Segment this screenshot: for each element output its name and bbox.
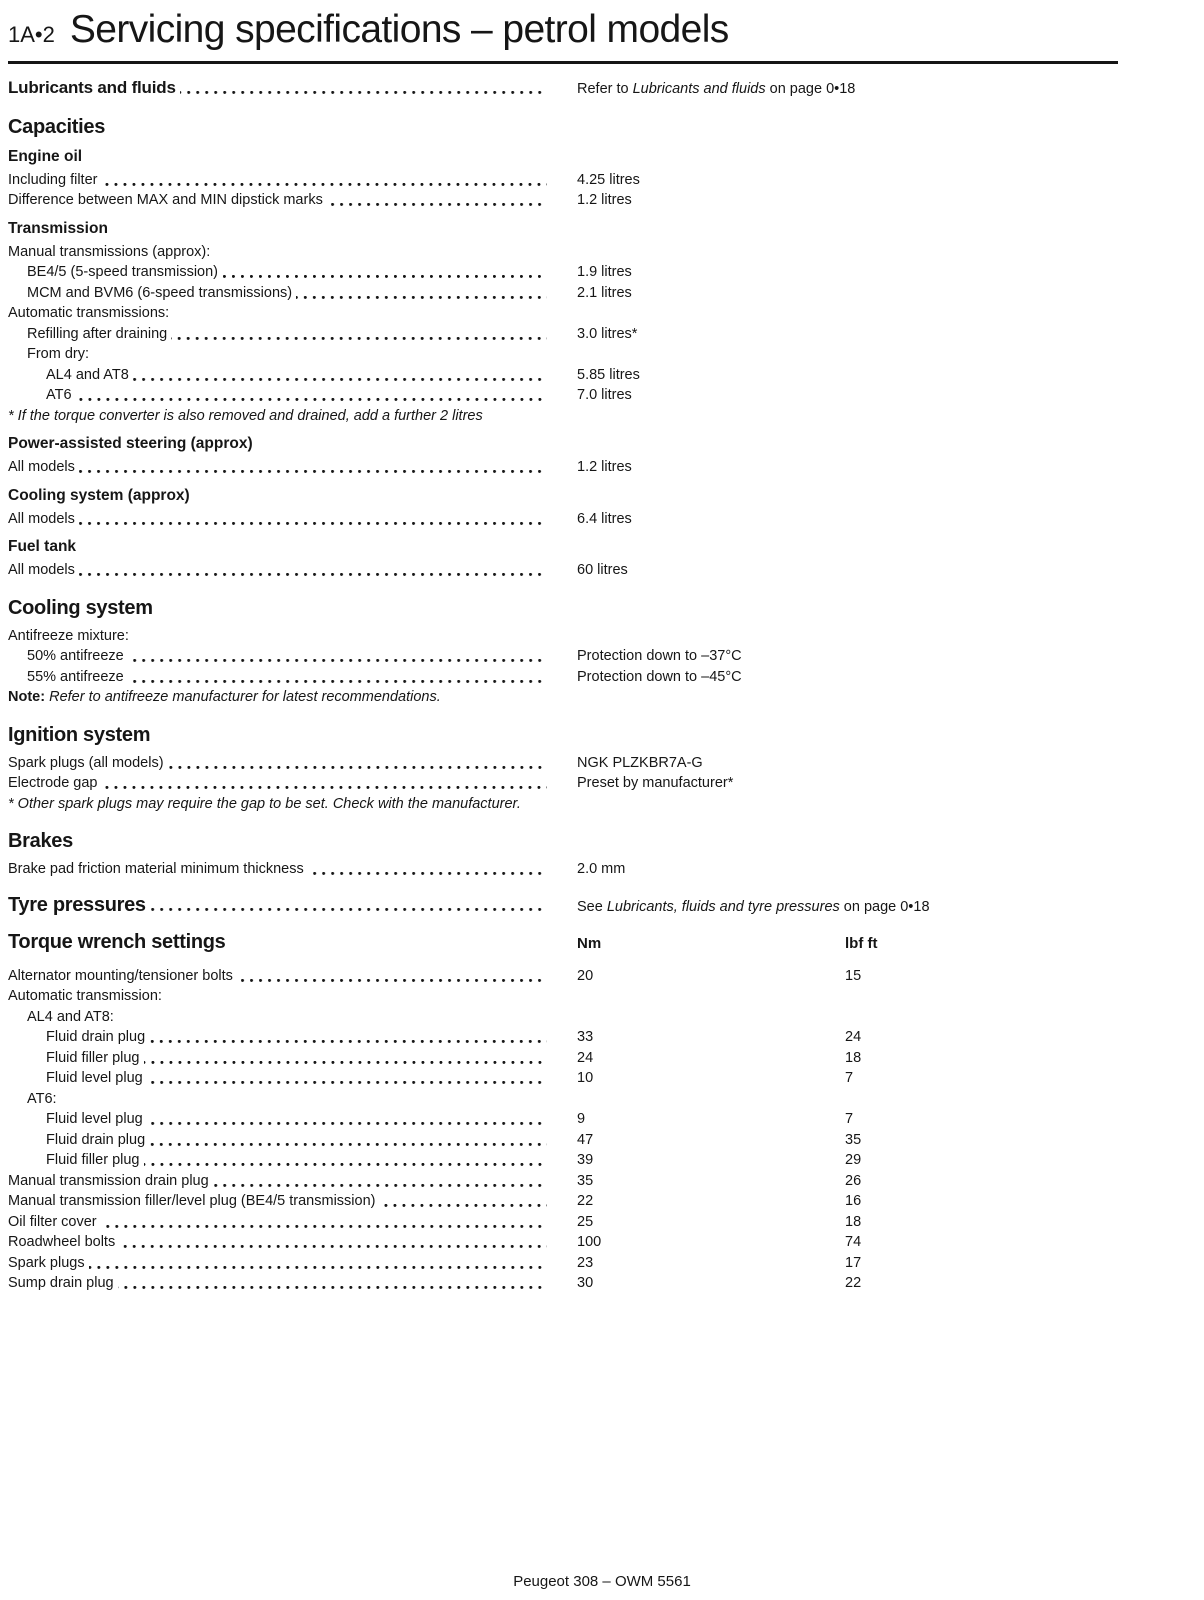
spec-value [577, 509, 1196, 530]
text-segment: 10 [577, 1070, 594, 1086]
spec-row [8, 1232, 1196, 1253]
text-segment: 100 [577, 1234, 602, 1250]
note-line [8, 794, 1196, 815]
text-segment: Refer to antifreeze manufacturer for latest recommendations. [45, 689, 441, 705]
dot-leader [308, 859, 547, 880]
text-segment: 35 [845, 1131, 862, 1148]
spec-value [577, 966, 845, 987]
spec-label-group [8, 242, 577, 263]
title-rule [8, 61, 1118, 64]
dot-leader [222, 262, 547, 283]
text-segment: 39 [577, 1152, 594, 1168]
spec-label-group [8, 646, 577, 667]
spec-label-group [8, 1171, 577, 1192]
spec-value [577, 1273, 845, 1294]
spec-label-group [8, 1150, 577, 1171]
spec-value-2 [845, 1150, 1196, 1171]
spec-value-2 [845, 934, 1196, 955]
spec-label: BE4/5 (5-speed transmission) [27, 264, 218, 280]
text-segment: 47 [577, 1131, 594, 1148]
spec-label-group [8, 895, 577, 916]
page-number: 1A•2 [8, 22, 55, 47]
text-segment: 24 [577, 1049, 594, 1066]
spec-row [8, 170, 1196, 191]
spec-row [8, 509, 1196, 530]
dot-leader [79, 457, 547, 478]
lubricants-and-fluids-row [8, 78, 1196, 100]
spec-value-2 [845, 1068, 1196, 1089]
dot-leader [147, 1068, 547, 1089]
text-segment: 1.2 litres [577, 192, 632, 208]
section-heading: Brakes [8, 830, 73, 852]
spec-label: Roadwheel bolts [8, 1234, 116, 1250]
spec-label-group [8, 1253, 577, 1274]
subsection-heading: Fuel tank [8, 538, 77, 555]
text-segment: Protection down to –45°C [577, 668, 742, 685]
spec-label: Refilling after draining [27, 325, 168, 342]
text-segment: * Other spark plugs may require the gap to be set. Check with the manufacturer. [8, 795, 521, 812]
spec-label-group [8, 457, 577, 478]
spec-row [8, 1273, 1196, 1294]
spec-value-2 [845, 1048, 1196, 1069]
spec-label-group [8, 986, 577, 1007]
text-segment: 24 [845, 1029, 862, 1045]
spec-label: All models [8, 510, 75, 527]
dot-leader [180, 78, 547, 99]
spec-label: Spark plugs [8, 1254, 85, 1271]
subsection-heading: Transmission [8, 219, 108, 237]
title-line [8, 8, 1196, 52]
text-segment: 7 [845, 1070, 854, 1086]
spec-label: Spark plugs (all models) [8, 754, 164, 771]
spec-value [577, 753, 1196, 774]
text-segment: Note: [8, 689, 46, 705]
dot-leader [171, 324, 547, 345]
text-segment: 17 [845, 1254, 862, 1271]
text-segment: 16 [845, 1193, 862, 1209]
spec-label-group [8, 262, 577, 283]
spec-label: Electrode gap [8, 775, 98, 791]
text-segment: 2.0 mm [577, 861, 626, 877]
spec-label: Including filter [8, 171, 98, 188]
text-segment: 5.85 litres [577, 366, 640, 383]
spec-label: 50% antifreeze [27, 648, 124, 664]
dot-leader [327, 190, 547, 211]
spec-label: Fluid level plug [46, 1070, 143, 1086]
spec-value [577, 1130, 845, 1151]
dot-leader [79, 509, 547, 530]
dot-leader [168, 753, 547, 774]
spec-label-group [8, 170, 577, 191]
spec-label: Lubricants and fluids [8, 78, 176, 97]
spec-label-group [8, 1109, 577, 1130]
spec-label-group [8, 667, 577, 688]
spec-label-group [8, 626, 577, 647]
note-line [8, 687, 1196, 708]
spec-label-group [8, 190, 577, 211]
text-segment: 6.4 litres [577, 510, 632, 527]
spec-row [8, 1027, 1196, 1048]
text-segment: 25 [577, 1213, 594, 1230]
spec-label: Difference between MAX and MIN dipstick marks [8, 192, 323, 208]
spec-value-2 [845, 1027, 1196, 1048]
text-segment: 3.0 litres* [577, 325, 638, 342]
spec-label: Antifreeze mixture: [8, 627, 129, 644]
spec-label-group [8, 1068, 577, 1089]
dot-leader [296, 283, 547, 304]
spec-label: Fluid filler plug [46, 1049, 140, 1066]
spec-label-group [8, 859, 577, 880]
dot-leader [101, 773, 547, 794]
spec-value [577, 1253, 845, 1274]
text-segment: 23 [577, 1254, 594, 1271]
spec-label: Manual transmission drain plug [8, 1172, 209, 1189]
text-segment: 7.0 litres [577, 387, 632, 403]
subsection-heading: Cooling system (approx) [8, 486, 190, 504]
text-segment: NGK PLZKBR7A-G [577, 754, 703, 771]
spec-value [577, 170, 1196, 191]
spec-value [577, 667, 1196, 688]
spec-value [577, 773, 1196, 794]
dot-leader [76, 385, 547, 406]
text-segment: Lubricants, fluids and tyre pressures [606, 898, 840, 915]
spec-label: Fluid level plug [46, 1111, 143, 1127]
spec-label: AT6 [46, 387, 72, 403]
torque-wrench-settings-header [8, 932, 1196, 955]
text-segment: 2.1 litres [577, 284, 632, 301]
spec-value [577, 324, 1196, 345]
spec-row [8, 190, 1196, 211]
text-segment: 74 [845, 1234, 862, 1250]
text-segment: 7 [845, 1111, 854, 1127]
spec-value [577, 79, 1196, 100]
spec-row [8, 646, 1196, 667]
spec-label-group [8, 365, 577, 386]
text-segment: Refer to [577, 81, 633, 97]
spec-row [8, 753, 1196, 774]
spec-label: AT6: [27, 1090, 57, 1107]
spec-label-group [8, 344, 577, 365]
dot-leader [149, 1027, 547, 1048]
spec-value [577, 1191, 845, 1212]
spec-label-group [8, 1048, 577, 1069]
text-segment: 26 [845, 1172, 862, 1189]
section-heading: Ignition system [8, 723, 151, 746]
spec-row [8, 1150, 1196, 1171]
spec-value-2 [845, 1253, 1196, 1274]
spec-label-group [8, 385, 577, 406]
dot-leader [144, 1048, 548, 1069]
spec-value [577, 283, 1196, 304]
spec-value [577, 365, 1196, 386]
spec-value-2 [845, 1273, 1196, 1294]
spec-label: Automatic transmission: [8, 988, 162, 1004]
text-segment: 20 [577, 967, 594, 984]
spec-label: Tyre pressures [8, 893, 146, 916]
spec-value [577, 190, 1196, 211]
spec-row [8, 242, 1196, 263]
spec-label-group [8, 283, 577, 304]
spec-value [577, 1171, 845, 1192]
dot-leader [101, 170, 547, 191]
spec-label: Sump drain plug [8, 1275, 114, 1291]
spec-value-2 [845, 1232, 1196, 1253]
spec-row [8, 457, 1196, 478]
spec-label: Manual transmission filler/level plug (BE4/5 transmission) [8, 1193, 376, 1209]
dot-leader [128, 667, 547, 688]
section-heading: Capacities [8, 115, 106, 138]
text-segment: 60 litres [577, 562, 628, 578]
spec-label-group [8, 324, 577, 345]
spec-row [8, 1253, 1196, 1274]
spec-row [8, 365, 1196, 386]
text-segment: 30 [577, 1275, 594, 1291]
spec-row [8, 283, 1196, 304]
section-heading: Cooling system [8, 596, 153, 619]
spec-label: AL4 and AT8: [27, 1008, 114, 1025]
text-segment: Lubricants and fluids [632, 81, 766, 97]
spec-value-2 [845, 1109, 1196, 1130]
spec-row [8, 1068, 1196, 1089]
tyre-pressures-row [8, 895, 1196, 918]
spec-value [577, 457, 1196, 478]
spec-label-group [8, 1130, 577, 1151]
spec-row [8, 1109, 1196, 1130]
spec-label-group [8, 1007, 577, 1028]
spec-row [8, 560, 1196, 581]
text-segment: 18 [845, 1213, 862, 1230]
dot-leader [149, 1130, 547, 1151]
text-segment: lbf ft [845, 935, 878, 952]
spec-row [8, 303, 1196, 324]
spec-value [577, 1212, 845, 1233]
text-segment: 33 [577, 1029, 594, 1045]
spec-label: Fluid drain plug [46, 1029, 146, 1045]
spec-value-2 [845, 966, 1196, 987]
spec-list [8, 78, 1196, 1294]
spec-label: Torque wrench settings [8, 931, 226, 953]
spec-label: Alternator mounting/tensioner bolts [8, 967, 233, 984]
dot-leader [89, 1253, 547, 1274]
spec-label: From dry: [27, 346, 90, 362]
spec-label-group [8, 1089, 577, 1110]
text-segment: Protection down to –37°C [577, 648, 742, 664]
spec-row [8, 1048, 1196, 1069]
spec-label: Oil filter cover [8, 1213, 97, 1230]
dot-leader [144, 1150, 548, 1171]
text-segment: Nm [577, 935, 602, 952]
dot-leader [119, 1232, 547, 1253]
spec-value [577, 262, 1196, 283]
spec-label: Fluid drain plug [46, 1131, 146, 1148]
note-line [8, 406, 1196, 427]
text-segment: 1.2 litres [577, 459, 632, 475]
spec-label: Brake pad friction material minimum thickness [8, 861, 304, 877]
text-segment: * If the torque converter is also removed and drained, add a further 2 litres [8, 407, 483, 424]
spec-value-2 [845, 1130, 1196, 1151]
spec-label: All models [8, 562, 75, 578]
spec-row [8, 1089, 1196, 1110]
spec-row [8, 986, 1196, 1007]
spec-value-2 [845, 1212, 1196, 1233]
dot-leader [118, 1273, 547, 1294]
spec-label: Automatic transmissions: [8, 305, 170, 321]
spec-row [8, 1007, 1196, 1028]
text-segment: on page 0•18 [765, 81, 856, 97]
text-segment: 22 [845, 1275, 862, 1291]
spec-row [8, 1130, 1196, 1151]
page-title: Servicing specifications – petrol models [69, 8, 729, 51]
spec-row [8, 1212, 1196, 1233]
spec-label-group [8, 1027, 577, 1048]
subsection-heading: Engine oil [8, 147, 83, 165]
dot-leader [150, 895, 547, 916]
spec-value [577, 1109, 845, 1130]
spec-row [8, 1171, 1196, 1192]
spec-value [577, 1232, 845, 1253]
spec-label-group [8, 1232, 577, 1253]
text-segment: Preset by manufacturer* [577, 775, 734, 791]
spec-label: Manual transmissions (approx): [8, 243, 211, 260]
spec-label-group [8, 966, 577, 987]
spec-label-group [8, 303, 577, 324]
spec-value [577, 385, 1196, 406]
spec-label: All models [8, 459, 75, 475]
spec-value [577, 934, 845, 955]
dot-leader [79, 560, 547, 581]
spec-value [577, 1068, 845, 1089]
spec-row [8, 667, 1196, 688]
spec-label-group [8, 1191, 577, 1212]
spec-label-group [8, 1273, 577, 1294]
spec-label: AL4 and AT8 [46, 366, 129, 383]
spec-value-2 [845, 1191, 1196, 1212]
dot-leader [379, 1191, 547, 1212]
text-segment: 4.25 litres [577, 171, 640, 188]
spec-label: MCM and BVM6 (6-speed transmissions) [27, 284, 293, 301]
text-segment: See [577, 898, 607, 915]
text-segment: 9 [577, 1111, 586, 1127]
text-segment: 29 [845, 1152, 862, 1168]
spec-value [577, 859, 1196, 880]
text-segment: 22 [577, 1193, 594, 1209]
text-segment: 35 [577, 1172, 594, 1189]
spec-row [8, 1191, 1196, 1212]
text-segment: on page 0•18 [839, 898, 930, 915]
subsection-heading: Power-assisted steering (approx) [8, 435, 253, 452]
page-footer: Peugeot 308 – OWM 5561 [513, 1573, 691, 1590]
spec-row [8, 385, 1196, 406]
spec-row [8, 262, 1196, 283]
spec-row [8, 344, 1196, 365]
spec-label-group [8, 509, 577, 530]
spec-label-group [8, 932, 577, 953]
spec-label: 55% antifreeze [27, 668, 124, 685]
spec-label-group [8, 1212, 577, 1233]
spec-row [8, 626, 1196, 647]
text-segment: 1.9 litres [577, 264, 632, 280]
dot-leader [101, 1212, 547, 1233]
spec-row [8, 859, 1196, 880]
spec-value [577, 897, 1196, 918]
page-header [8, 8, 1196, 64]
spec-label-group [8, 78, 577, 99]
spec-value [577, 1150, 845, 1171]
spec-label: Fluid filler plug [46, 1152, 140, 1168]
text-segment: 18 [845, 1049, 862, 1066]
dot-leader [213, 1171, 547, 1192]
spec-label-group [8, 753, 577, 774]
spec-value-2 [845, 1171, 1196, 1192]
spec-row [8, 324, 1196, 345]
spec-value [577, 1048, 845, 1069]
spec-label-group [8, 560, 577, 581]
spec-row [8, 773, 1196, 794]
spec-value [577, 560, 1196, 581]
dot-leader [237, 966, 547, 987]
dot-leader [147, 1109, 547, 1130]
spec-label-group [8, 773, 577, 794]
spec-row [8, 966, 1196, 987]
spec-value [577, 646, 1196, 667]
dot-leader [133, 365, 547, 386]
text-segment: 15 [845, 967, 862, 984]
spec-value [577, 1027, 845, 1048]
dot-leader [128, 646, 547, 667]
